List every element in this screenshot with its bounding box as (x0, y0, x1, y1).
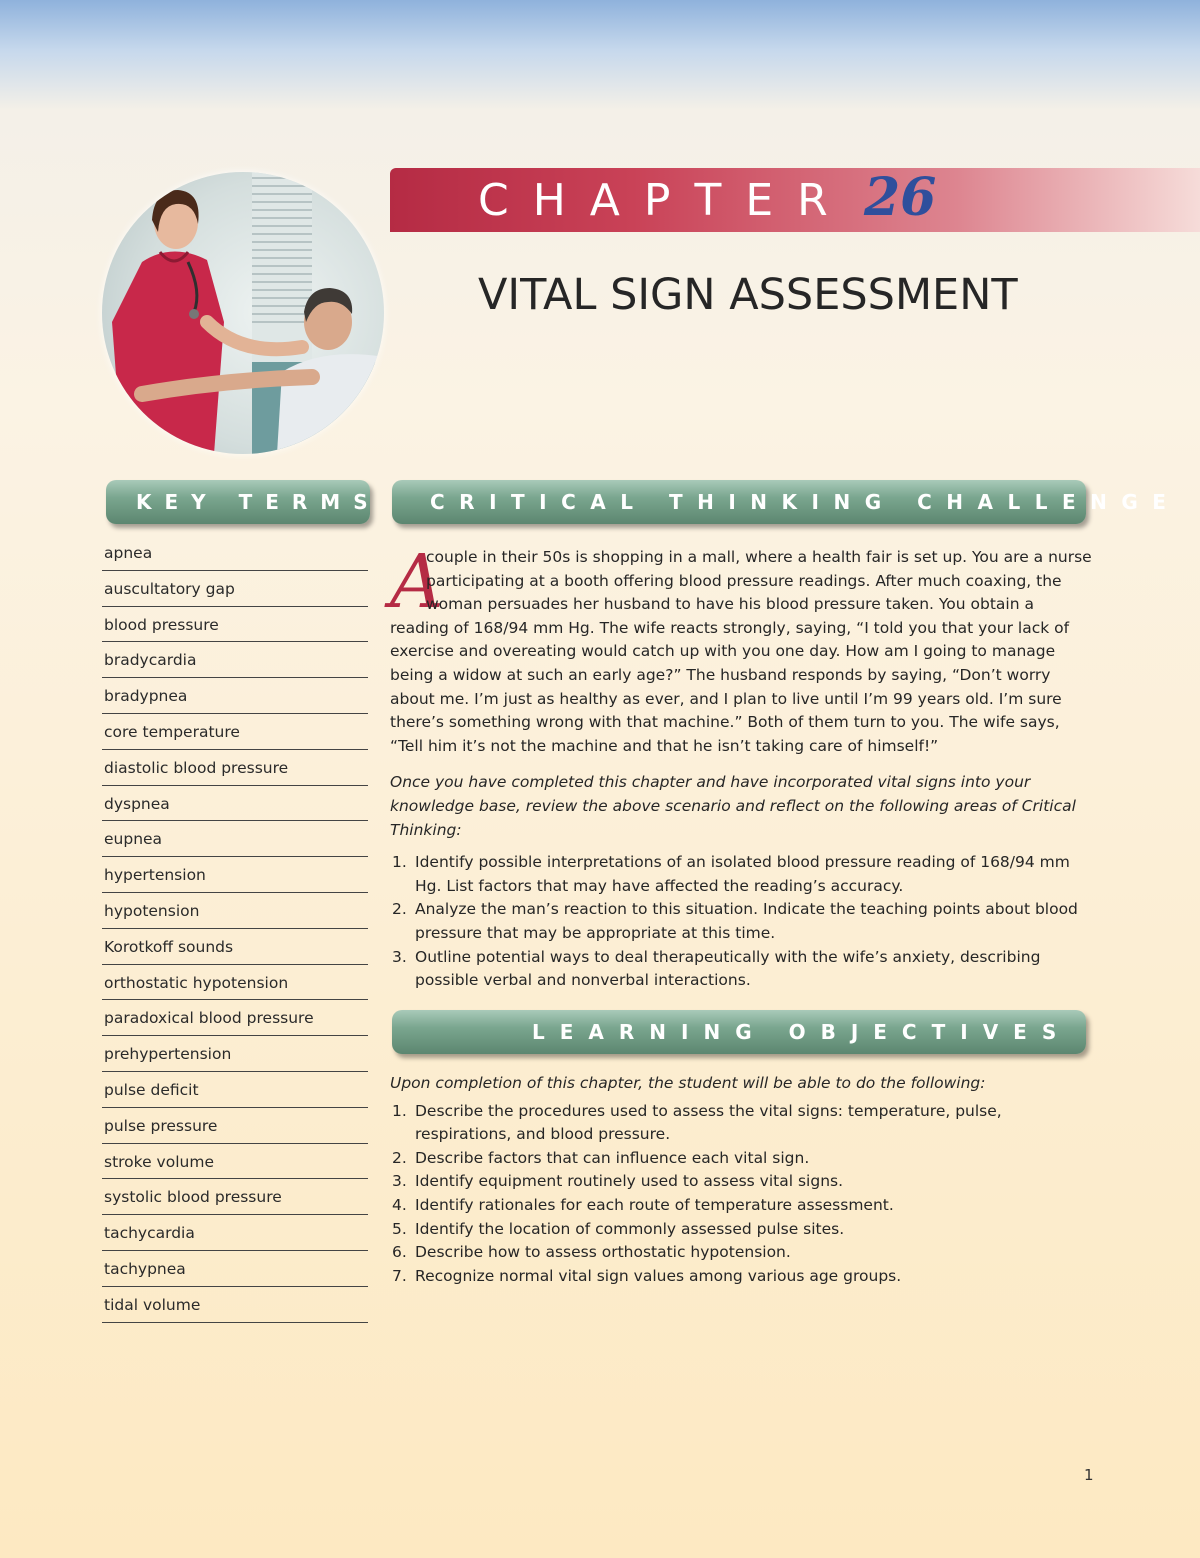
key-term: systolic blood pressure (102, 1179, 368, 1215)
item-number: 3. (392, 947, 407, 966)
key-term: tachycardia (102, 1215, 368, 1251)
list-item (390, 946, 1092, 993)
list-item (390, 898, 1092, 945)
key-term: blood pressure (102, 607, 368, 643)
list-item (390, 1241, 1092, 1265)
learning-objectives-list (390, 1100, 1092, 1289)
item-number: 4. (392, 1195, 407, 1214)
key-term: dyspnea (102, 786, 368, 822)
key-term: bradycardia (102, 642, 368, 678)
item-number: 2. (392, 900, 407, 919)
item-text: Describe the procedures used to assess the vital signs: temperature, pulse, respirations, and blood pressure. (415, 1101, 1002, 1144)
list-item (390, 1218, 1092, 1242)
key-term: core temperature (102, 714, 368, 750)
item-number: 2. (392, 1148, 407, 1167)
learning-objectives-section (390, 1072, 1092, 1288)
learning-objectives-header: LEARNING OBJECTIVES (392, 1010, 1086, 1054)
key-terms-header: KEY TERMS (106, 480, 370, 524)
critical-thinking-list (390, 851, 1092, 993)
key-term: orthostatic hypotension (102, 965, 368, 1001)
key-term: auscultatory gap (102, 571, 368, 607)
key-term: pulse pressure (102, 1108, 368, 1144)
item-number: 3. (392, 1172, 407, 1191)
chapter-label: CHAPTER (478, 175, 852, 226)
critical-thinking-header: CRITICAL THINKING CHALLENGE (392, 480, 1086, 524)
list-item (390, 1100, 1092, 1147)
key-term: stroke volume (102, 1144, 368, 1180)
key-term: pulse deficit (102, 1072, 368, 1108)
item-text: Identify equipment routinely used to assess vital signs. (415, 1172, 844, 1191)
key-term: tidal volume (102, 1287, 368, 1323)
window-blinds (252, 172, 312, 362)
list-item (390, 1147, 1092, 1171)
drop-cap: A (390, 539, 444, 625)
list-item (390, 1194, 1092, 1218)
scenario-text: couple in their 50s is shopping in a mall, where a health fair is set up. You are a nurse participating at a booth offering blood pressure readings. After much coaxing, the woman persuades her husband to have his blood pressure taken. You obtain a reading of 168/94 mm Hg. The wife reacts strongly, saying, “I told you that your lack of exercise and overeating would catch up with you one day. How am I going to manage being a widow at such an early age?” The husband responds by saying, “Don’t worry about me. I’m just as healthy as ever, and I plan to live until I’m 99 years old. I’m sure there’s something wrong with that machine.” Both of them turn to you. The wife says, “Tell him it’s not the machine and that he isn’t taking care of himself!” (390, 548, 1092, 755)
chapter-title: VITAL SIGN ASSESSMENT (478, 270, 1018, 320)
chapter-photo (102, 172, 384, 454)
list-item (390, 1265, 1092, 1289)
key-term: apnea (102, 535, 368, 571)
chapter-number: 26 (864, 167, 937, 228)
item-text: Describe factors that can influence each vital sign. (415, 1148, 810, 1167)
scenario-paragraph (390, 539, 1092, 758)
key-term: tachypnea (102, 1251, 368, 1287)
item-text: Describe how to assess orthostatic hypotension. (415, 1243, 791, 1262)
item-text: Identify the location of commonly assessed pulse sites. (415, 1219, 845, 1238)
item-number: 5. (392, 1219, 407, 1238)
item-number: 7. (392, 1266, 407, 1285)
reflection-prompt: Once you have completed this chapter and have incorporated vital signs into your knowledge base, review the above scenario and reflect on the following areas of Critical Thinking: (390, 773, 1076, 839)
page-number: 1 (1084, 1466, 1094, 1484)
key-term: hypertension (102, 857, 368, 893)
list-item (390, 851, 1092, 898)
key-term: eupnea (102, 821, 368, 857)
key-terms-list (102, 535, 368, 1323)
item-text: Identify rationales for each route of temperature assessment. (415, 1195, 894, 1214)
key-term: diastolic blood pressure (102, 750, 368, 786)
list-item (390, 1170, 1092, 1194)
item-text: Analyze the man’s reaction to this situation. Indicate the teaching points about blood pressure that may be appropriate at this time. (415, 900, 1078, 942)
key-term: Korotkoff sounds (102, 929, 368, 965)
key-term: paradoxical blood pressure (102, 1000, 368, 1036)
item-number: 1. (392, 853, 407, 872)
objectives-intro: Upon completion of this chapter, the student will be able to do the following: (390, 1074, 986, 1092)
key-term: hypotension (102, 893, 368, 929)
nurse-patient-illustration (102, 172, 384, 454)
item-text: Identify possible interpretations of an isolated blood pressure reading of 168/94 mm Hg. List factors that may have affected the reading’s accuracy. (415, 853, 1070, 895)
key-term: bradypnea (102, 678, 368, 714)
item-number: 1. (392, 1101, 407, 1120)
item-text: Recognize normal vital sign values among various age groups. (415, 1266, 902, 1285)
critical-thinking-section (390, 539, 1092, 993)
key-term: prehypertension (102, 1036, 368, 1072)
item-text: Outline potential ways to deal therapeutically with the wife’s anxiety, describing possible verbal and nonverbal interactions. (415, 947, 1041, 990)
item-number: 6. (392, 1243, 407, 1262)
